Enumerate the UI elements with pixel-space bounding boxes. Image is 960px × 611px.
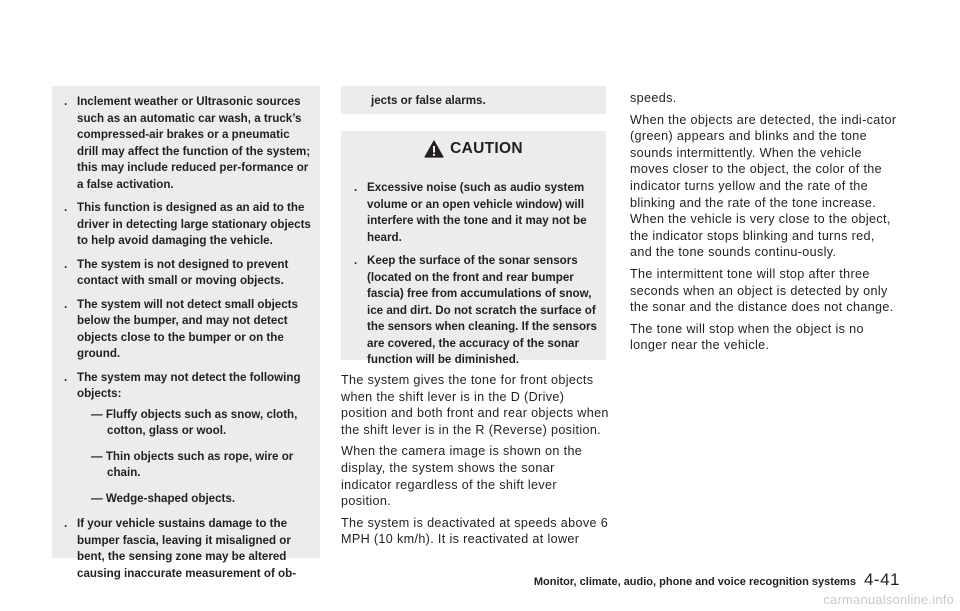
caution-list bbox=[351, 180, 599, 376]
paragraph: The system gives the tone for front objects when the shift lever is in the D (Drive) position and both front and rear objects when the shift lever is in the R (Reverse) position. bbox=[341, 373, 609, 437]
paragraph: speeds. bbox=[630, 91, 677, 105]
page-number: 4-41 bbox=[863, 570, 900, 589]
list-item: . The system is not designed to prevent contact with small or moving objects. bbox=[64, 257, 289, 287]
sub-list-item: — Thin objects such as rope, wire or chain. bbox=[91, 449, 294, 479]
continued-text: jects or false alarms. bbox=[371, 94, 486, 107]
paragraph: When the camera image is shown on the display, the system shows the sonar indicator regardless of the shift lever position. bbox=[341, 444, 583, 509]
list-item: . The system will not detect small objects below the bumper, and may not detect objects close to the bumper or on the ground. bbox=[64, 297, 298, 360]
paragraph: The tone will stop when the object is no longer near the vehicle. bbox=[630, 321, 864, 353]
paragraph: When the objects are detected, the indi-cator (green) appears and blinks and the tone sounds intermittently. When the vehicle moves closer to the object, the color of the indicator turns yellow and the rate of the blinking and the rate of the tone increase. When the vehicle is very close to the object, the indicator stops blinking and turns red, and the tone sounds continu-ously. bbox=[630, 112, 897, 260]
middle-body-text bbox=[341, 372, 609, 553]
warning-triangle-icon bbox=[424, 140, 444, 158]
list-item: . Inclement weather or Ultrasonic sources such as an automatic car wash, a truck’s compressed-air brakes or a pneumatic drill may affect the function of the system; this may include reduced per-formance or a false activation. bbox=[64, 95, 311, 191]
list-item: . If your vehicle sustains damage to the bumper fascia, leaving it misaligned or bent, the sensing zone may be altered causing inaccurate measurement of ob- bbox=[64, 517, 297, 580]
caution-header bbox=[341, 140, 606, 158]
right-body-text bbox=[630, 90, 898, 359]
list-item: . Excessive noise (such as audio system volume or an open vehicle window) will interfere with the tone and it may not be heard. bbox=[354, 181, 587, 244]
list-item: . Keep the surface of the sonar sensors (located on the front and rear bumper fascia) free from accumulations of snow, ice and dirt. Do not scratch the surface of the sensors when cleaning. If the sensors are covered, the accuracy of the sonar function will be diminished. bbox=[354, 254, 598, 366]
section-title: Monitor, climate, audio, phone and voice recognition systems bbox=[533, 576, 856, 588]
sub-list-item: — Fluffy objects such as snow, cloth, cotton, glass or wool. bbox=[91, 407, 298, 437]
sub-list-item: — Wedge-shaped objects. bbox=[91, 491, 236, 505]
left-notice-list bbox=[61, 94, 313, 589]
sub-list bbox=[77, 407, 313, 508]
page-footer bbox=[0, 570, 900, 590]
paragraph: The system is deactivated at speeds above 6 MPH (10 km/h). It is reactivated at lower bbox=[341, 515, 609, 547]
watermark: carmanualsonline.info bbox=[823, 592, 954, 607]
paragraph: The intermittent tone will stop after three seconds when an object is detected by only the sonar and the distance does not change. bbox=[630, 266, 894, 315]
list-item: . The system may not detect the following objects: — Fluffy objects such as snow, cloth, cotton, glass or wool. — Thin objects such as rope, wire or chain. — Wedge-shaped objects. bbox=[61, 370, 313, 508]
list-item: . This function is designed as an aid to the driver in detecting large stationary objects to help avoid damaging the vehicle. bbox=[64, 201, 311, 247]
caution-title: CAUTION bbox=[450, 140, 523, 157]
